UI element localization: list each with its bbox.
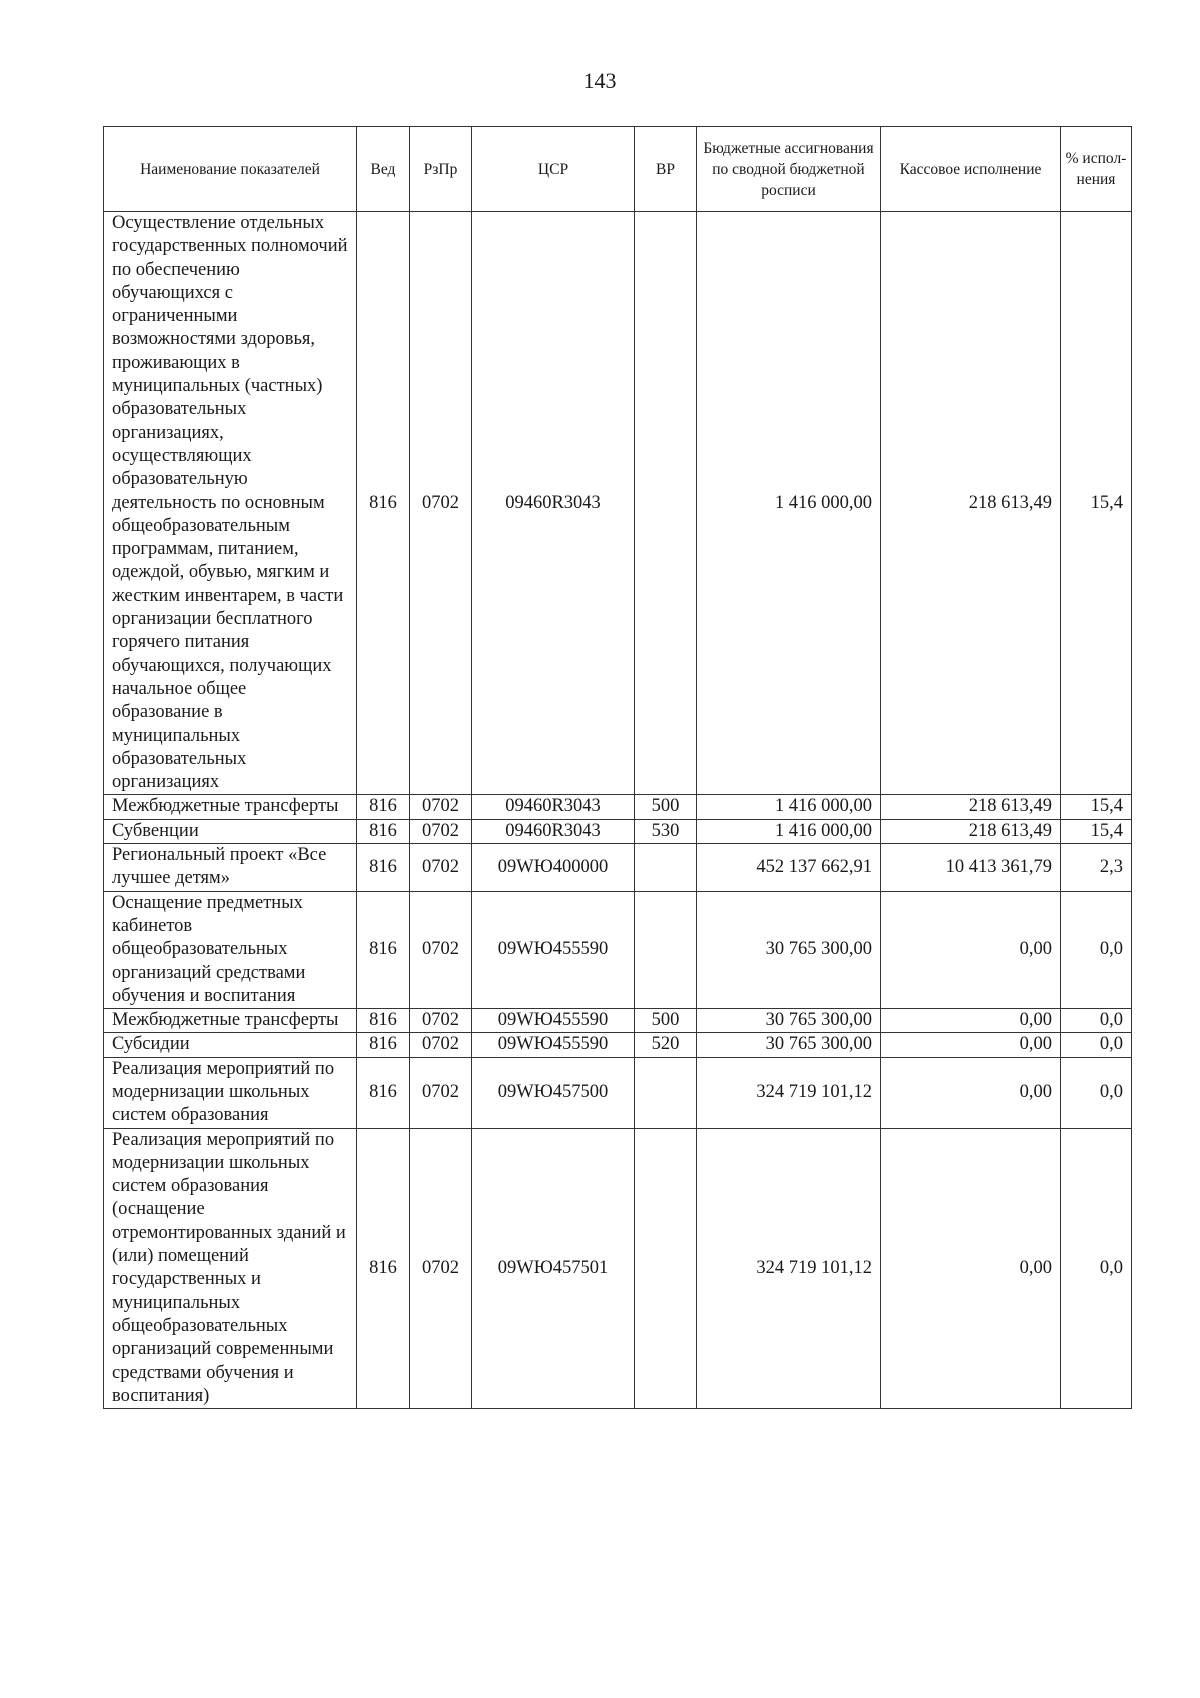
row-csr: 09460R3043: [472, 212, 635, 795]
row-cash: 0,00: [881, 1009, 1061, 1033]
row-csr: 09WЮ457501: [472, 1128, 635, 1409]
row-vr: [635, 212, 697, 795]
header-csr: ЦСР: [472, 127, 635, 212]
row-ved: 816: [357, 212, 410, 795]
row-rzpr: 0702: [410, 891, 472, 1008]
row-pct: 0,0: [1061, 1033, 1132, 1057]
row-csr: 09WЮ455590: [472, 891, 635, 1008]
row-plan: 1 416 000,00: [697, 212, 881, 795]
row-ved: 816: [357, 1009, 410, 1033]
row-name: Межбюджетные трансферты: [104, 795, 357, 819]
table-row: [104, 891, 1132, 1008]
row-plan: 324 719 101,12: [697, 1057, 881, 1128]
table-row: [104, 795, 1132, 819]
row-pct: 15,4: [1061, 795, 1132, 819]
header-cash: Кассовое исполнение: [881, 127, 1061, 212]
budget-table: [103, 126, 1132, 1409]
header-pct: % испол-нения: [1061, 127, 1132, 212]
row-ved: 816: [357, 891, 410, 1008]
row-rzpr: 0702: [410, 1057, 472, 1128]
row-vr: [635, 891, 697, 1008]
row-pct: 0,0: [1061, 1009, 1132, 1033]
row-csr: 09WЮ457500: [472, 1057, 635, 1128]
row-vr: 500: [635, 795, 697, 819]
row-name: Реализация мероприятий по модернизации школьных систем образования: [104, 1057, 357, 1128]
row-plan: 30 765 300,00: [697, 1009, 881, 1033]
row-ved: 816: [357, 1128, 410, 1409]
row-plan: 30 765 300,00: [697, 1033, 881, 1057]
row-plan: 30 765 300,00: [697, 891, 881, 1008]
table-header-row: [104, 127, 1132, 212]
row-rzpr: 0702: [410, 819, 472, 843]
row-vr: [635, 1128, 697, 1409]
header-rzpr: РзПр: [410, 127, 472, 212]
row-ved: 816: [357, 1057, 410, 1128]
row-csr: 09460R3043: [472, 795, 635, 819]
table-row: [104, 844, 1132, 892]
row-rzpr: 0702: [410, 1033, 472, 1057]
row-vr: 500: [635, 1009, 697, 1033]
row-cash: 0,00: [881, 1128, 1061, 1409]
row-plan: 324 719 101,12: [697, 1128, 881, 1409]
row-plan: 1 416 000,00: [697, 819, 881, 843]
row-ved: 816: [357, 844, 410, 892]
row-vr: 520: [635, 1033, 697, 1057]
row-vr: [635, 1057, 697, 1128]
row-rzpr: 0702: [410, 844, 472, 892]
row-ved: 816: [357, 795, 410, 819]
row-pct: 0,0: [1061, 1057, 1132, 1128]
row-name: Межбюджетные трансферты: [104, 1009, 357, 1033]
row-cash: 10 413 361,79: [881, 844, 1061, 892]
row-cash: 0,00: [881, 1057, 1061, 1128]
row-pct: 15,4: [1061, 212, 1132, 795]
row-csr: 09WЮ455590: [472, 1009, 635, 1033]
row-pct: 0,0: [1061, 1128, 1132, 1409]
row-csr: 09WЮ400000: [472, 844, 635, 892]
row-cash: 0,00: [881, 1033, 1061, 1057]
row-csr: 09460R3043: [472, 819, 635, 843]
table-row: [104, 1033, 1132, 1057]
row-cash: 218 613,49: [881, 212, 1061, 795]
header-plan: Бюджетные ассигнования по сводной бюджетной росписи: [697, 127, 881, 212]
row-name: Субсидии: [104, 1033, 357, 1057]
row-rzpr: 0702: [410, 1009, 472, 1033]
row-cash: 218 613,49: [881, 795, 1061, 819]
header-ved: Вед: [357, 127, 410, 212]
row-name: Региональный проект «Все лучшее детям»: [104, 844, 357, 892]
row-ved: 816: [357, 1033, 410, 1057]
table-row: [104, 819, 1132, 843]
table-row: [104, 212, 1132, 795]
row-csr: 09WЮ455590: [472, 1033, 635, 1057]
row-name: Субвенции: [104, 819, 357, 843]
table-row: [104, 1009, 1132, 1033]
row-pct: 0,0: [1061, 891, 1132, 1008]
header-vr: ВР: [635, 127, 697, 212]
table-row: [104, 1057, 1132, 1128]
table-row: [104, 1128, 1132, 1409]
row-pct: 2,3: [1061, 844, 1132, 892]
row-plan: 452 137 662,91: [697, 844, 881, 892]
row-plan: 1 416 000,00: [697, 795, 881, 819]
row-name: Осуществление отдельных государственных полномочий по обеспечению обучающихся с ограниченными возможностями здоровья, проживающих в муниципальных (частных) образовательных организациях, осуществляющих образовательную деятельность по основным общеобразовательным программам, питанием, одеждой, обувью, мягким и жестким инвентарем, в части организации бесплатного горячего питания обучающихся, получающих начальное общее образование в муниципальных образовательных организациях: [104, 212, 357, 795]
row-vr: [635, 844, 697, 892]
row-ved: 816: [357, 819, 410, 843]
row-vr: 530: [635, 819, 697, 843]
row-name: Реализация мероприятий по модернизации школьных систем образования (оснащение отремонтированных зданий и (или) помещений государственных и муниципальных общеобразовательных организаций современными средствами обучения и воспитания): [104, 1128, 357, 1409]
header-name: Наименование показателей: [104, 127, 357, 212]
row-name: Оснащение предметных кабинетов общеобразовательных организаций средствами обучения и воспитания: [104, 891, 357, 1008]
row-cash: 0,00: [881, 891, 1061, 1008]
row-cash: 218 613,49: [881, 819, 1061, 843]
page-number: 143: [583, 68, 617, 93]
row-pct: 15,4: [1061, 819, 1132, 843]
row-rzpr: 0702: [410, 212, 472, 795]
row-rzpr: 0702: [410, 795, 472, 819]
row-rzpr: 0702: [410, 1128, 472, 1409]
